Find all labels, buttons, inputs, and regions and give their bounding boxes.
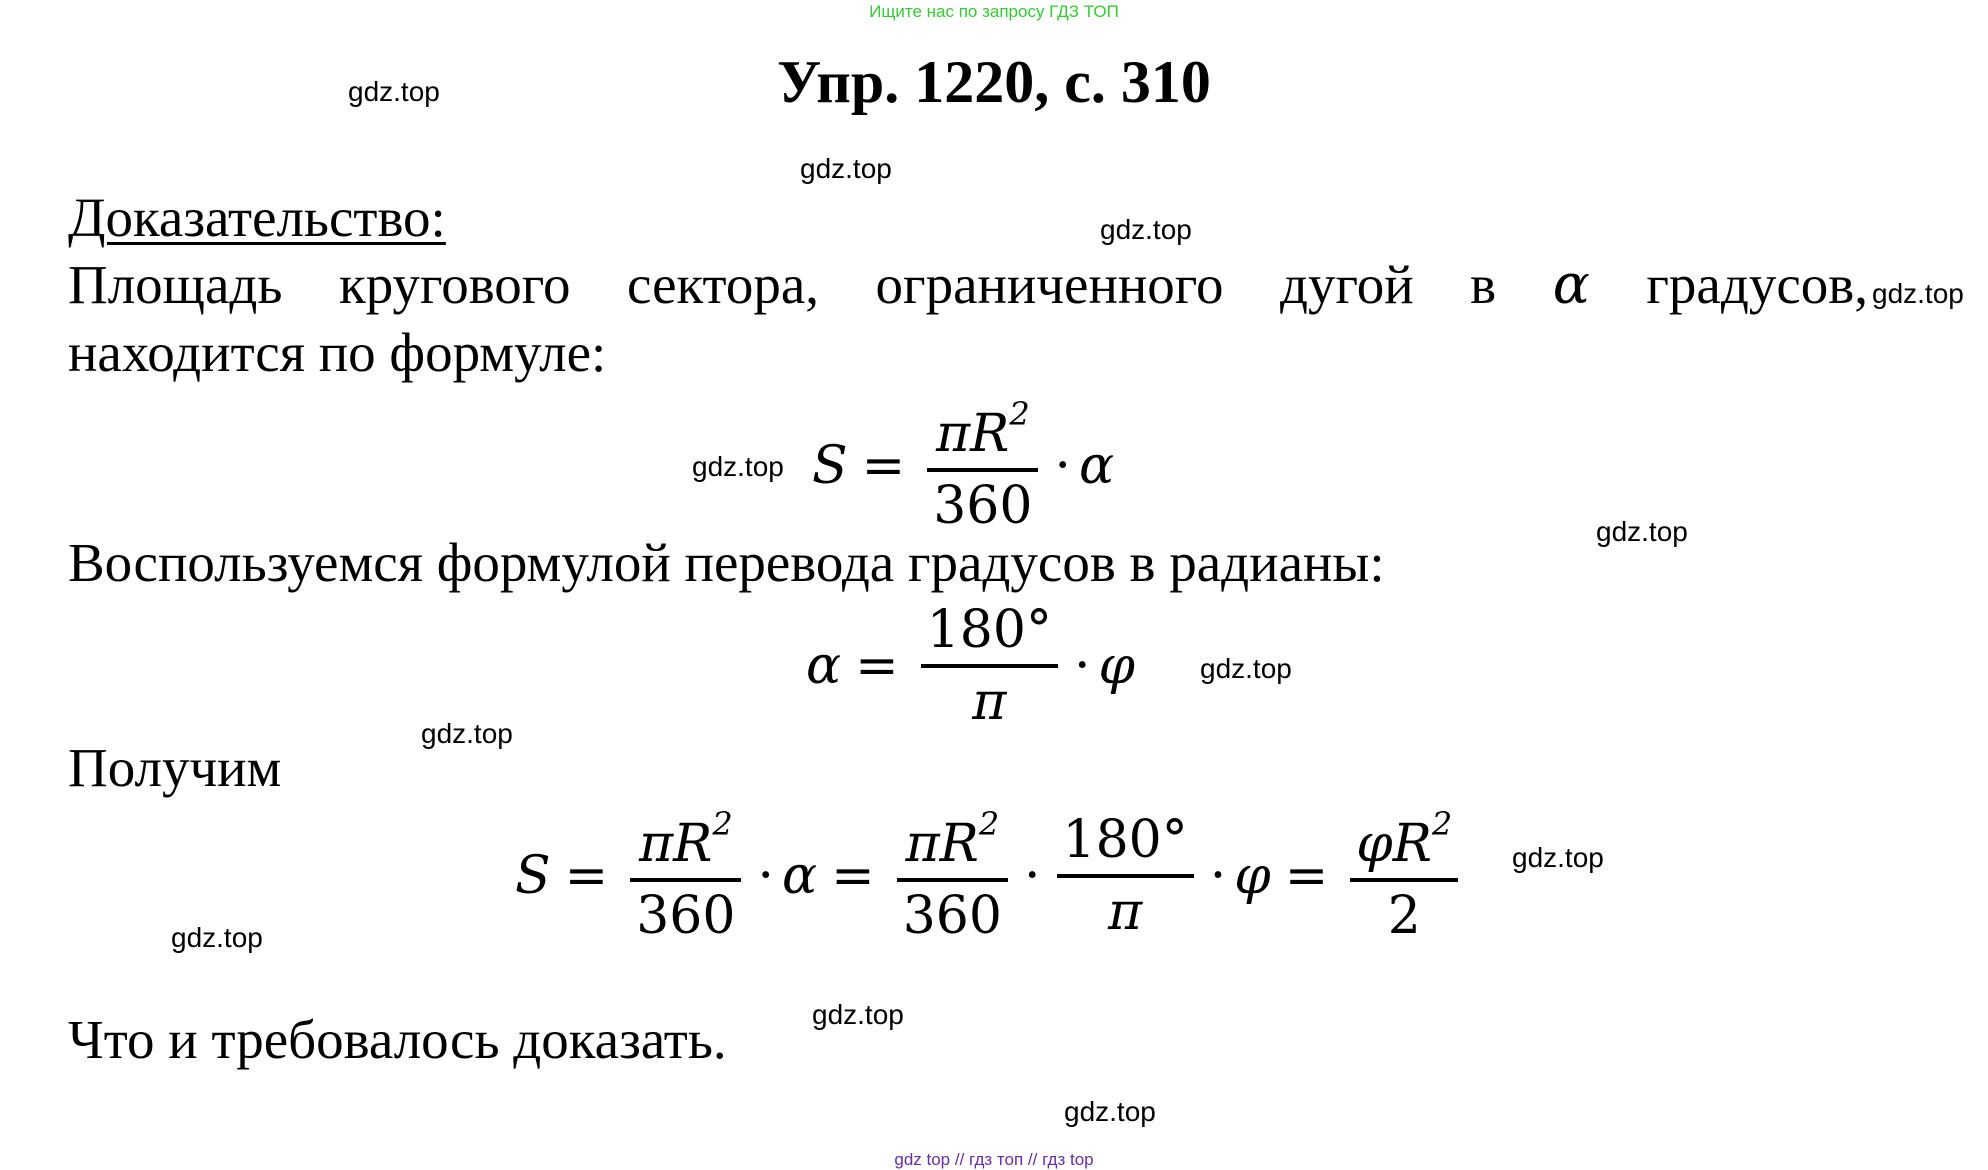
- watermark: gdz.top: [1872, 278, 1964, 309]
- numerator: $\pi R^2$: [935, 395, 1030, 464]
- watermark: gdz.top: [348, 76, 440, 107]
- denominator: 360: [933, 476, 1033, 536]
- formula-sector-area: [812, 395, 1114, 536]
- watermark: gdz.top: [1200, 653, 1292, 684]
- paragraph-sector-area-line2: находится по формуле:: [68, 322, 607, 383]
- page-title: Упр. 1220, с. 310: [777, 49, 1211, 115]
- watermark: gdz.top: [1596, 516, 1688, 547]
- dot-operator: ·: [757, 845, 774, 906]
- word: в: [1470, 254, 1497, 315]
- paragraph-result: Получим: [68, 737, 282, 798]
- fraction: [897, 805, 1008, 946]
- footer-link[interactable]: гдз топ: [969, 1150, 1024, 1169]
- equals-sign: =: [564, 845, 609, 906]
- footer-separator: //: [954, 1150, 965, 1169]
- fraction: [1057, 810, 1194, 942]
- watermark: gdz.top: [812, 999, 904, 1030]
- dot-operator: ·: [1054, 435, 1071, 496]
- footer-links: [0, 1150, 1988, 1170]
- watermark: gdz.top: [1064, 1096, 1156, 1127]
- watermark: gdz.top: [1512, 842, 1604, 873]
- equals-sign: =: [831, 845, 875, 906]
- var-alpha: α: [1079, 435, 1115, 496]
- var-alpha: α: [782, 845, 818, 906]
- search-banner: Ищите нас по запросу ГДЗ ТОП: [869, 2, 1119, 21]
- denominator: 360: [636, 886, 736, 946]
- var-s: S: [515, 845, 551, 906]
- alpha-symbol: α: [1552, 252, 1590, 316]
- footer-link[interactable]: gdz top: [894, 1150, 951, 1169]
- watermark: gdz.top: [421, 718, 513, 749]
- watermark: gdz.top: [171, 922, 263, 953]
- var-phi: φ: [1098, 636, 1135, 696]
- equals-sign: =: [855, 636, 899, 696]
- numerator: $\varphi R^2$: [1356, 805, 1453, 874]
- var-s: S: [812, 435, 848, 496]
- equals-sign: =: [1284, 845, 1329, 906]
- paragraph-conversion: Воспользуемся формулой перевода градусов в радианы:: [68, 532, 1385, 593]
- dot-operator: ·: [1073, 636, 1091, 696]
- word: сектора,: [627, 254, 819, 315]
- denominator: π: [1108, 881, 1143, 942]
- numerator: $\pi R^2$: [905, 805, 1000, 874]
- footer-link[interactable]: гдз top: [1042, 1150, 1094, 1169]
- denominator: π: [972, 672, 1007, 732]
- watermark: gdz.top: [800, 153, 892, 184]
- proof-heading: Доказательство:: [68, 187, 446, 248]
- equals-sign: =: [861, 435, 906, 496]
- numerator: 180°: [1062, 809, 1188, 870]
- footer-separator: //: [1027, 1150, 1038, 1169]
- var-phi: φ: [1234, 845, 1271, 906]
- word: градусов,: [1646, 254, 1868, 315]
- word: кругового: [339, 254, 571, 315]
- formula-degree-radian: [806, 600, 1135, 732]
- word: Площадь: [68, 254, 283, 315]
- fraction: [1350, 805, 1458, 946]
- denominator: 2: [1387, 886, 1421, 946]
- word: ограниченного: [875, 254, 1224, 315]
- word: дугой: [1280, 254, 1414, 315]
- conclusion: Что и требовалось доказать.: [68, 1009, 727, 1070]
- denominator: 360: [902, 886, 1002, 946]
- numerator: 180°: [926, 600, 1052, 660]
- dot-operator: ·: [1023, 845, 1041, 906]
- fraction: [921, 600, 1058, 732]
- dot-operator: ·: [1209, 845, 1227, 906]
- fraction: [630, 805, 741, 946]
- paragraph-sector-area: [68, 252, 1868, 316]
- fraction: [927, 395, 1038, 536]
- formula-result: [515, 805, 1466, 946]
- watermark: gdz.top: [692, 451, 784, 482]
- var-alpha: α: [806, 636, 842, 696]
- watermark: gdz.top: [1100, 214, 1192, 245]
- numerator: $\pi R^2$: [638, 805, 733, 874]
